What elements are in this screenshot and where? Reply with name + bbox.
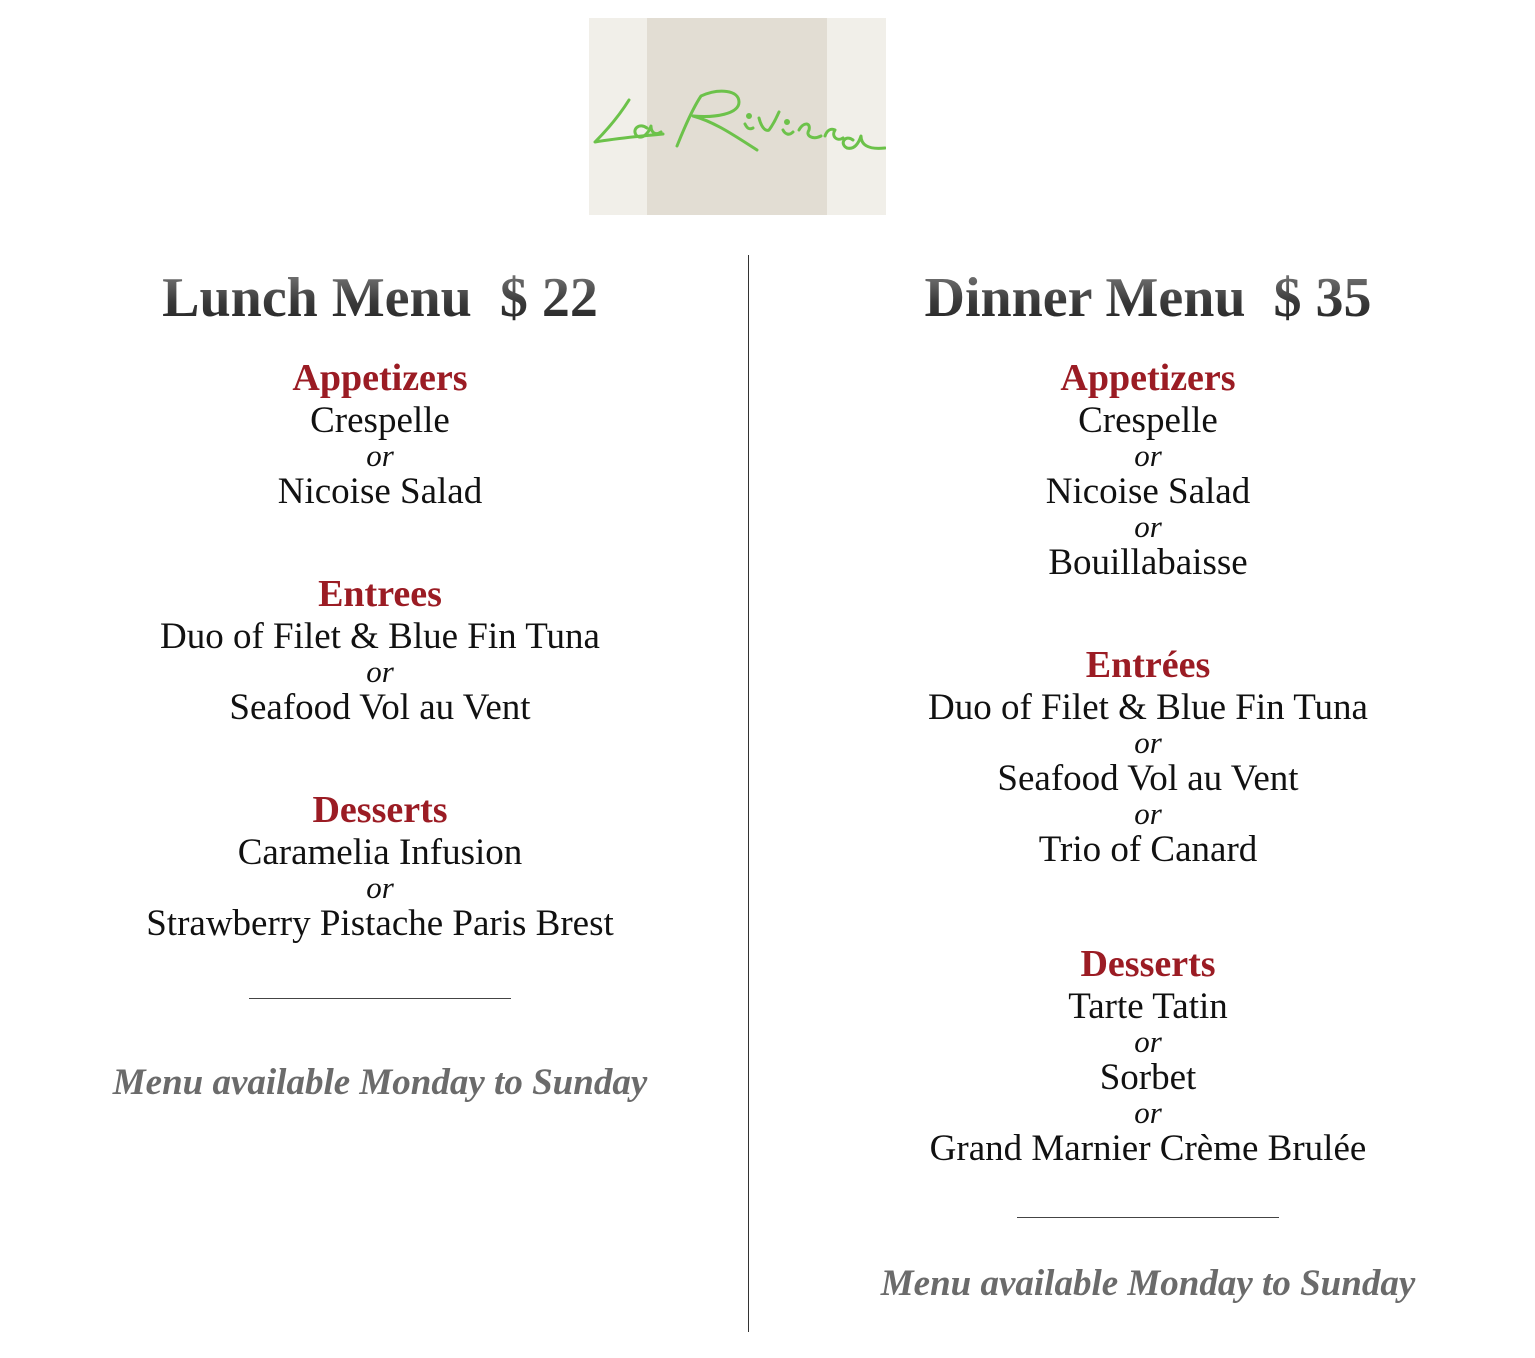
column-divider xyxy=(748,255,749,1332)
menu-item: Strawberry Pistache Paris Brest xyxy=(146,903,614,944)
menu-item: Nicoise Salad xyxy=(1045,471,1251,512)
horizontal-rule xyxy=(1017,1217,1279,1218)
or-separator: or xyxy=(366,654,394,689)
menu-item: Crespelle xyxy=(310,400,450,441)
menu-item: Crespelle xyxy=(1078,400,1218,441)
menu-item: Duo of Filet & Blue Fin Tuna xyxy=(928,687,1368,728)
lunch-entrees-section xyxy=(40,570,720,726)
horizontal-rule xyxy=(249,998,511,999)
section-title: Entrées xyxy=(1085,644,1211,686)
dinner-entrees-section xyxy=(808,641,1488,868)
or-separator: or xyxy=(1134,725,1162,760)
menu-item: Grand Marnier Crème Brulée xyxy=(929,1128,1367,1169)
or-separator: or xyxy=(366,870,394,905)
dinner-appetizers-section xyxy=(808,354,1488,581)
section-title: Entrees xyxy=(318,573,442,615)
lunch-desserts-section xyxy=(40,786,720,942)
logo-script-mark xyxy=(589,18,886,215)
or-separator: or xyxy=(1134,796,1162,831)
menu-item: Duo of Filet & Blue Fin Tuna xyxy=(160,616,600,657)
or-separator: or xyxy=(1134,1024,1162,1059)
menu-item: Seafood Vol au Vent xyxy=(997,758,1299,799)
section-title: Appetizers xyxy=(292,357,468,399)
or-separator: or xyxy=(366,438,394,473)
menu-item: Bouillabaisse xyxy=(1048,542,1248,583)
section-title: Desserts xyxy=(312,789,448,831)
lunch-menu-column xyxy=(40,262,720,1105)
availability-note: Menu available Monday to Sunday xyxy=(880,1263,1416,1304)
menu-item: Caramelia Infusion xyxy=(237,832,523,873)
menu-item: Sorbet xyxy=(1099,1057,1197,1098)
dinner-menu-title: Dinner Menu $ 35 xyxy=(808,262,1488,334)
la-riviera-logo xyxy=(589,18,886,215)
or-separator: or xyxy=(1134,1095,1162,1130)
menu-item: Tarte Tatin xyxy=(1068,986,1228,1027)
dinner-desserts-section xyxy=(808,940,1488,1167)
lunch-menu-title: Lunch Menu $ 22 xyxy=(40,262,720,334)
lunch-appetizers-section xyxy=(40,354,720,510)
menu-item: Nicoise Salad xyxy=(277,471,483,512)
or-separator: or xyxy=(1134,509,1162,544)
menu-item: Trio of Canard xyxy=(1038,829,1258,870)
menu-item: Seafood Vol au Vent xyxy=(229,687,531,728)
section-title: Appetizers xyxy=(1060,357,1236,399)
dinner-menu-column xyxy=(808,262,1488,1306)
availability-note: Menu available Monday to Sunday xyxy=(112,1062,648,1103)
or-separator: or xyxy=(1134,438,1162,473)
section-title: Desserts xyxy=(1080,943,1216,985)
